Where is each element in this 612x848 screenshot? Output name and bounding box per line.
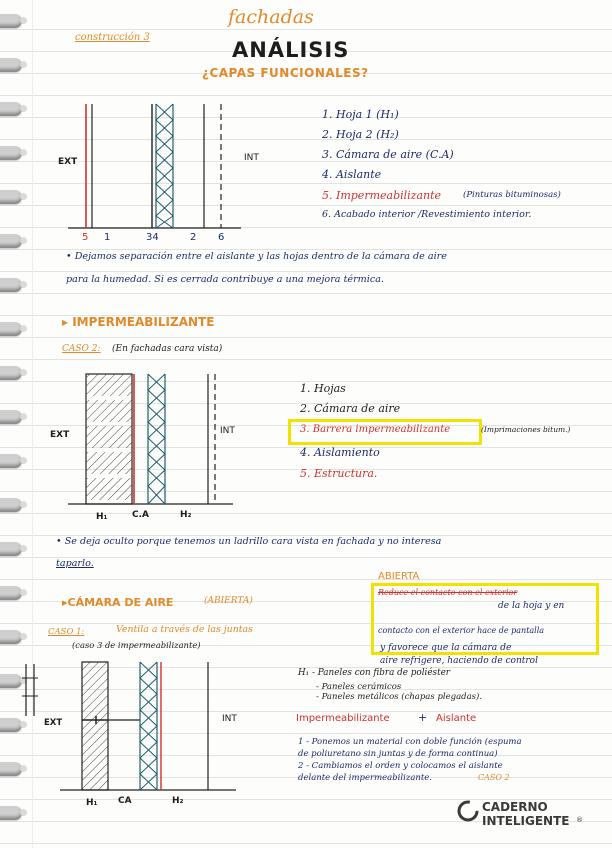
case-text: Ventila a través de las juntas (116, 624, 253, 635)
layer-list-extra: (Imprimaciones bitum.) (481, 425, 571, 434)
layer-number: 5 (82, 232, 89, 243)
layer-label: H₂ (172, 796, 184, 806)
page-title: ANÁLISIS (232, 38, 350, 62)
spiral-ring (0, 586, 22, 600)
layer-label: H₂ (180, 510, 192, 520)
panel-item: - Paneles metálicos (chapas plegadas). (316, 692, 483, 702)
case-label: CASO 2: (62, 344, 101, 354)
binding-hole (20, 545, 27, 552)
binding-hole (20, 721, 27, 728)
note-text: taparlo. (56, 558, 94, 569)
note-text: • Se deja oculto porque tenemos un ladrillo cara vista en fachada y no interesa (56, 536, 442, 547)
panel-item: - Paneles cerámicos (316, 682, 402, 692)
spiral-ring (0, 718, 22, 732)
layer-list-item: 6. Acabado interior /Revestimiento interior. (322, 209, 532, 220)
spiral-ring (0, 806, 22, 820)
layer-list-item: 3. Barrera impermeabilizante (300, 424, 451, 435)
wall-layers-diagram (56, 100, 246, 246)
binding-hole (20, 281, 27, 288)
registered-mark: ® (576, 816, 583, 824)
imper-label: Impermeabilizante (296, 713, 390, 724)
step-text: 2 - Cambiamos el orden y colocamos el aislante (298, 761, 503, 771)
box-line: y favorece que la cámara de (380, 642, 512, 653)
plus-sign: + (418, 711, 428, 724)
spiral-ring (0, 454, 22, 468)
spiral-ring (0, 234, 22, 248)
note-text: • Dejamos separación entre el aislante y las hojas dentro de la cámara de aire (66, 251, 447, 262)
step-text: delante del impermeabilizante. (298, 773, 433, 783)
spiral-ring (0, 410, 22, 424)
layer-label: H₁ (86, 798, 98, 808)
step-text: de poliuretano sin juntas y de forma continua) (298, 749, 498, 759)
spiral-ring (0, 366, 22, 380)
binding-hole (20, 413, 27, 420)
layer-list-item: 5. Estructura. (300, 467, 378, 480)
brand-name-line2: INTELIGENTE (482, 814, 570, 828)
box-title: ABIERTA (378, 571, 420, 582)
layer-list-item: 3. Cámara de aire (C.A) (322, 148, 454, 161)
case-text: (En fachadas cara vista) (112, 344, 223, 354)
layer-label: C.A (132, 510, 149, 520)
layer-number: 2 (190, 232, 197, 243)
case-label: CASO 1: (48, 627, 85, 637)
binding-hole (20, 17, 27, 24)
spiral-ring (0, 146, 22, 160)
binding-hole (20, 237, 27, 244)
brand-name-line1: CADERNO (482, 800, 548, 814)
joint-detail-sketch (18, 660, 48, 720)
spiral-ring (0, 762, 22, 776)
spiral-ring (0, 278, 22, 292)
case-subtext: (caso 3 de impermeabilizante) (72, 640, 201, 650)
ext-label: EXT (58, 157, 78, 167)
binding-hole (20, 369, 27, 376)
binding-hole (20, 193, 27, 200)
binding-hole (20, 633, 27, 640)
panel-item: H₁ - Paneles con fibra de poliéster (298, 668, 451, 678)
layer-list-item: 5. Impermeabilizante (322, 189, 442, 202)
box-line: contacto con el exterior hace de pantalla (378, 626, 545, 635)
layer-list-extra: (Pinturas bituminosas) (463, 190, 561, 200)
binding-hole (20, 809, 27, 816)
layer-list-item: 2. Hoja 2 (H₂) (322, 128, 399, 141)
binding-hole (20, 457, 27, 464)
spiral-ring (0, 58, 22, 72)
int-label: INT (220, 426, 235, 436)
section-heading: ▸ IMPERMEABILIZANTE (62, 315, 215, 329)
binding-hole (20, 149, 27, 156)
box-line: Reduce el contacto con el exterior (378, 588, 518, 597)
layer-label: H₁ (96, 512, 108, 522)
spiral-ring (0, 630, 22, 644)
aislante-label: Aislante (436, 713, 477, 724)
box-line: de la hoja y en (498, 601, 565, 611)
binding-hole (20, 501, 27, 508)
spiral-ring (0, 14, 22, 28)
spiral-ring (0, 322, 22, 336)
int-label: INT (244, 153, 259, 163)
binding-hole (20, 325, 27, 332)
ext-label: EXT (44, 718, 63, 728)
binding-hole (20, 765, 27, 772)
subject-label: construcción 3 (75, 32, 150, 43)
layer-number: 34 (146, 232, 159, 243)
binding-hole (20, 61, 27, 68)
page-subtitle: ¿CAPAS FUNCIONALES? (202, 66, 369, 80)
layer-list-item: 1. Hoja 1 (H₁) (322, 108, 399, 121)
layer-label: CA (118, 796, 132, 806)
layer-list-item: 2. Cámara de aire (300, 402, 401, 415)
facade-wall-diagram (68, 370, 238, 512)
section-heading-extra: (ABIERTA) (204, 596, 253, 606)
spiral-ring (0, 498, 22, 512)
spiral-ring (0, 102, 22, 116)
box-line: aire refrigere, haciendo de control (380, 656, 538, 666)
ext-label: EXT (50, 430, 70, 440)
layer-list-item: 4. Aislamiento (300, 446, 380, 459)
layer-list-item: 4. Aislante (322, 168, 382, 181)
spiral-ring (0, 190, 22, 204)
layer-number: 1 (104, 232, 111, 243)
section-heading: ▸CÁMARA DE AIRE (62, 596, 174, 609)
brand-logo-icon (457, 800, 479, 822)
step-text: 1 - Ponemos un material con doble función (espuma (298, 737, 522, 747)
int-label: INT (222, 714, 237, 724)
binding-hole (20, 105, 27, 112)
spiral-ring (0, 542, 22, 556)
layer-number: 6 (218, 232, 225, 243)
binding-hole (20, 589, 27, 596)
margin-line (32, 0, 33, 848)
section-title: fachadas (228, 6, 314, 28)
ventilated-facade-diagram (60, 658, 240, 798)
note-text: para la humedad. Si es cerrada contribuye a una mejora térmica. (66, 274, 384, 285)
case-ref: CASO 2 (478, 773, 510, 782)
layer-list-item: 1. Hojas (300, 382, 346, 395)
